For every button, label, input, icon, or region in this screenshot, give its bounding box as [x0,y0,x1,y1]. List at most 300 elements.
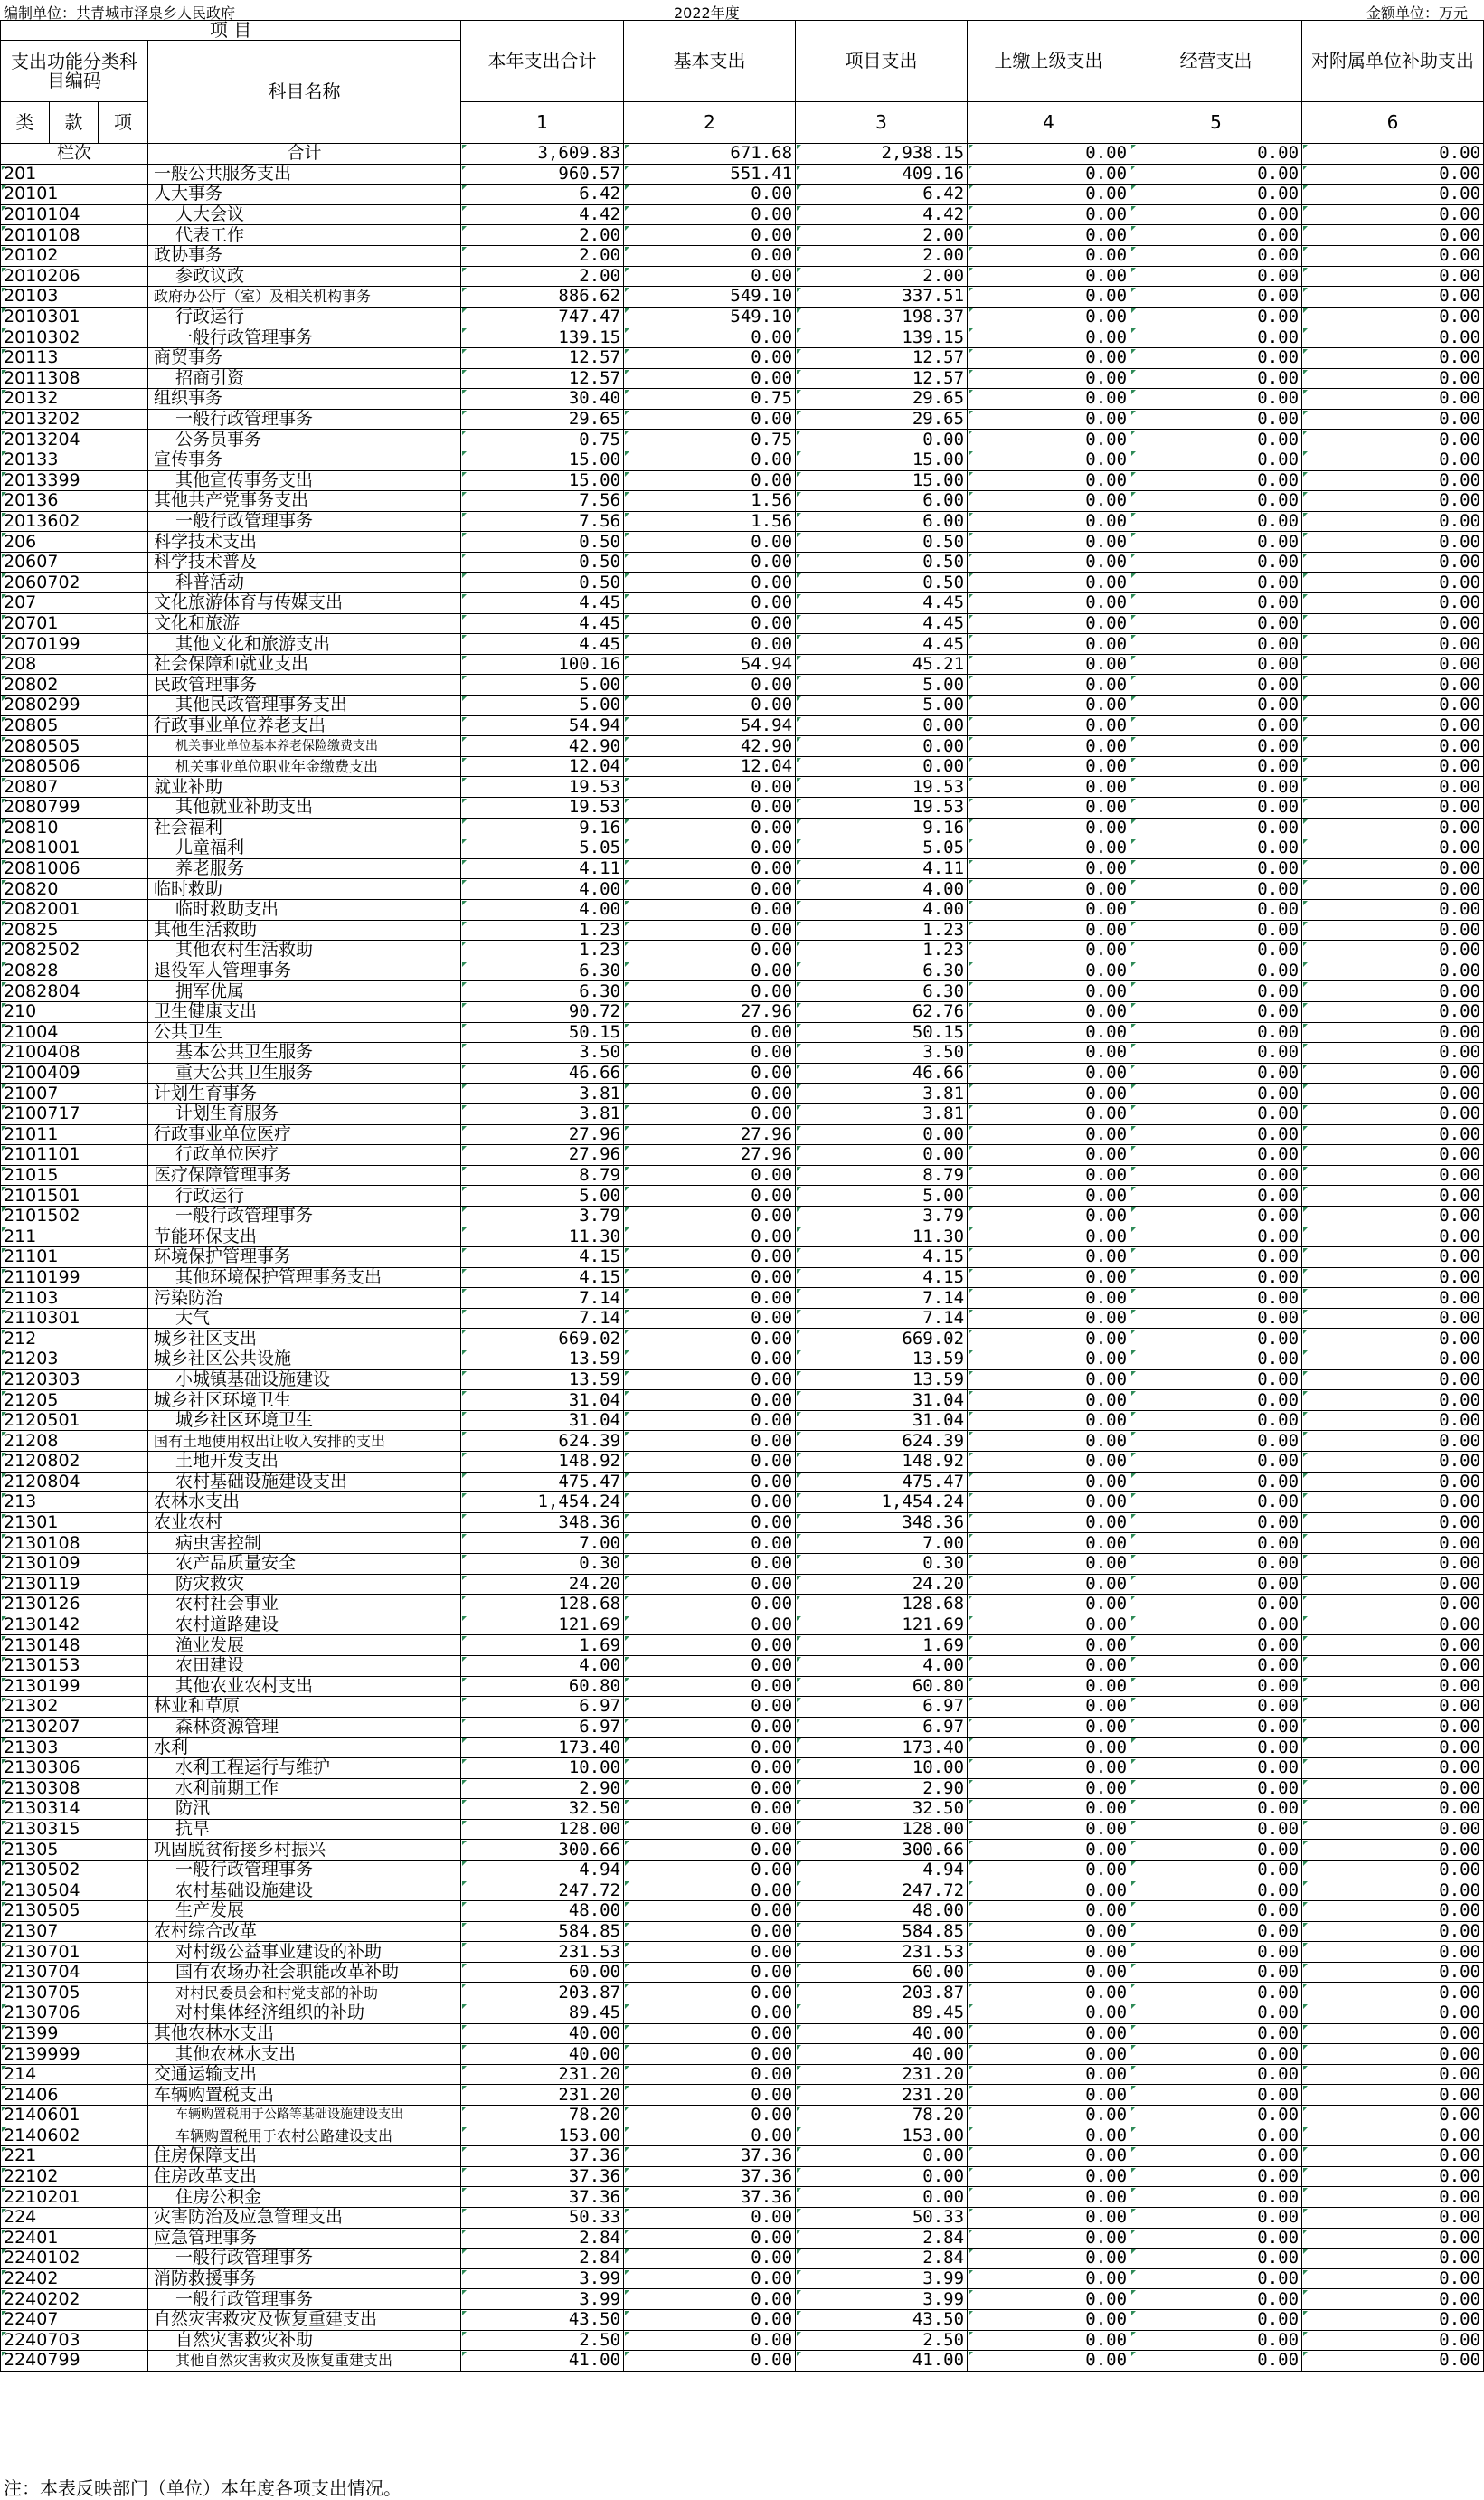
amount-cell: 0.00 [968,1655,1130,1676]
amount-cell: 0.00 [624,2064,796,2085]
amount-cell: 89.45 [796,2003,968,2024]
subject-code: 2140602 [1,2126,148,2146]
col-operating-header: 经营支出 [1130,21,1302,102]
amount-cell: 0.00 [1130,1942,1302,1963]
amount-cell: 78.20 [796,2106,968,2126]
amount-cell: 0.00 [624,2309,796,2330]
amount-cell: 0.00 [624,1206,796,1226]
amount-cell: 19.53 [461,777,624,798]
amount-cell: 0.00 [1302,858,1484,879]
amount-cell: 0.00 [1130,1103,1302,1124]
amount-cell: 31.04 [461,1410,624,1431]
amount-cell: 2.84 [461,2228,624,2249]
amount-cell: 48.00 [796,1901,968,1922]
amount-cell: 0.00 [624,204,796,225]
subject-code: 2130308 [1,1778,148,1799]
table-row [1,1717,1484,1738]
subject-name: 生产发展 [148,1901,461,1922]
subject-name: 行政事业单位养老支出 [148,715,461,736]
table-row [1,1983,1484,2003]
amount-cell: 0.00 [1302,1492,1484,1513]
subject-name: 灾害防治及应急管理支出 [148,2207,461,2228]
subject-name: 车辆购置税支出 [148,2085,461,2106]
amount-cell: 0.00 [1130,2044,1302,2065]
amount-cell: 0.00 [968,1574,1130,1595]
subject-code: 20103 [1,287,148,308]
amount-cell: 0.00 [1302,1063,1484,1084]
subject-name: 宣传事务 [148,450,461,470]
amount-cell: 3.99 [461,2268,624,2289]
amount-cell: 0.00 [1130,347,1302,368]
subject-code: 2120802 [1,1452,148,1473]
table-row [1,368,1484,389]
subject-code: 2082001 [1,899,148,920]
amount-cell: 0.00 [968,1757,1130,1778]
amount-cell: 6.30 [796,961,968,981]
amount-cell: 231.20 [796,2085,968,2106]
amount-cell: 0.00 [968,1799,1130,1820]
amount-cell: 0.00 [968,347,1130,368]
amount-cell: 32.50 [461,1799,624,1820]
amount-cell: 11.30 [461,1226,624,1247]
subject-code: 2100717 [1,1103,148,1124]
amount-cell: 1,454.24 [461,1492,624,1513]
amount-cell: 40.00 [796,2044,968,2065]
subject-name: 临时救助支出 [148,899,461,920]
amount-cell: 2.50 [461,2330,624,2351]
amount-cell: 0.00 [1302,1369,1484,1390]
amount-cell: 0.75 [624,389,796,410]
amount-cell: 7.56 [461,491,624,512]
amount-cell: 0.00 [968,1103,1130,1124]
subject-name: 科普活动 [148,573,461,593]
table-row [1,818,1484,838]
table-row [1,613,1484,634]
amount-cell: 0.00 [624,634,796,655]
subject-code: 2130109 [1,1553,148,1574]
subject-name: 农村基础设施建设支出 [148,1472,461,1492]
amount-cell: 0.30 [796,1553,968,1574]
amount-cell: 4.15 [461,1247,624,1268]
expenditure-table [0,20,1484,2372]
table-row [1,654,1484,675]
subject-name: 文化和旅游 [148,613,461,634]
amount-cell: 2.84 [461,2249,624,2269]
total-label: 合计 [148,144,461,165]
amount-cell: 7.00 [461,1533,624,1554]
amount-cell: 0.00 [968,1717,1130,1738]
amount-cell: 0.00 [624,185,796,205]
table-row [1,1165,1484,1186]
amount-cell: 0.00 [1302,164,1484,185]
amount-cell: 4.15 [796,1247,968,1268]
amount-cell: 0.50 [461,552,624,573]
amount-cell: 0.00 [1130,920,1302,941]
total-cell: 2,938.15 [796,144,968,165]
amount-cell: 0.00 [1130,899,1302,920]
amount-cell: 0.00 [624,347,796,368]
amount-cell: 0.00 [624,1533,796,1554]
amount-cell: 43.50 [461,2309,624,2330]
amount-cell: 9.16 [796,818,968,838]
subject-code: 20132 [1,389,148,410]
table-row [1,1921,1484,1942]
amount-cell: 0.00 [1130,1778,1302,1799]
amount-cell: 0.00 [1130,1329,1302,1349]
amount-cell: 0.00 [968,2126,1130,2146]
amount-cell: 0.00 [968,1186,1130,1207]
subject-name: 其他文化和旅游支出 [148,634,461,655]
table-row [1,1267,1484,1288]
amount-cell: 0.00 [968,879,1130,900]
subject-name: 巩固脱贫衔接乡村振兴 [148,1840,461,1861]
subject-name: 病虫害控制 [148,1533,461,1554]
subject-name: 城乡社区环境卫生 [148,1390,461,1411]
amount-cell: 0.00 [1130,164,1302,185]
subject-name: 农村综合改革 [148,1921,461,1942]
amount-cell: 0.00 [1302,430,1484,450]
table-row [1,1308,1484,1329]
amount-cell: 0.00 [1302,1206,1484,1226]
amount-cell: 0.00 [968,1983,1130,2003]
amount-cell: 0.00 [1302,307,1484,327]
amount-cell: 0.00 [968,1247,1130,1268]
subject-name: 防灾救灾 [148,1574,461,1595]
subject-code: 2130108 [1,1533,148,1554]
table-row [1,347,1484,368]
amount-cell: 0.00 [1130,266,1302,287]
amount-cell: 19.53 [796,777,968,798]
amount-cell: 0.00 [624,409,796,430]
amount-cell: 0.00 [1130,1001,1302,1022]
amount-cell: 0.00 [624,1390,796,1411]
amount-cell: 0.00 [1302,756,1484,777]
amount-cell: 0.00 [624,368,796,389]
amount-cell: 0.00 [968,389,1130,410]
subject-name: 森林资源管理 [148,1717,461,1738]
subject-name: 人大会议 [148,204,461,225]
amount-cell: 0.00 [624,1738,796,1758]
amount-cell: 0.00 [1130,511,1302,532]
subject-name: 住房保障支出 [148,2146,461,2167]
amount-cell: 0.75 [461,430,624,450]
amount-cell: 0.00 [968,1533,1130,1554]
amount-cell: 62.76 [796,1001,968,1022]
amount-cell: 0.00 [1130,1983,1302,2003]
amount-cell: 1.23 [461,920,624,941]
subject-name: 科学技术支出 [148,532,461,553]
amount-cell: 0.00 [968,2187,1130,2208]
subject-code: 2240703 [1,2330,148,2351]
table-row [1,2166,1484,2187]
subject-name: 其他环境保护管理事务支出 [148,1267,461,1288]
table-row [1,1288,1484,1309]
amount-cell: 0.00 [968,1452,1130,1473]
amount-cell: 6.00 [796,491,968,512]
amount-cell: 0.00 [1302,491,1484,512]
amount-cell: 0.00 [1302,1247,1484,1268]
subject-name: 计划生育事务 [148,1084,461,1104]
amount-cell: 0.00 [624,1962,796,1983]
amount-cell: 0.00 [1130,675,1302,696]
amount-cell: 247.72 [796,1880,968,1901]
amount-cell: 0.00 [1130,1472,1302,1492]
amount-cell: 0.00 [1302,552,1484,573]
amount-cell: 4.45 [461,634,624,655]
table-row [1,858,1484,879]
amount-cell: 0.00 [1302,1186,1484,1207]
amount-cell: 0.00 [968,1369,1130,1390]
subject-name: 节能环保支出 [148,1226,461,1247]
amount-cell: 139.15 [796,327,968,348]
amount-cell: 0.00 [624,2126,796,2146]
amount-cell: 12.57 [461,347,624,368]
amount-cell: 0.00 [968,2228,1130,2249]
amount-cell: 0.00 [1130,1921,1302,1942]
amount-cell: 0.00 [1130,961,1302,981]
amount-cell: 6.97 [461,1697,624,1718]
amount-cell: 0.00 [1130,1431,1302,1452]
amount-cell: 0.00 [968,1553,1130,1574]
amount-cell: 0.00 [968,1084,1130,1104]
amount-cell: 7.14 [796,1308,968,1329]
amount-cell: 0.00 [1130,2003,1302,2024]
amount-cell: 0.00 [1302,838,1484,859]
amount-cell: 0.00 [1302,204,1484,225]
subject-name: 商贸事务 [148,347,461,368]
amount-cell: 0.00 [624,552,796,573]
amount-cell: 50.33 [796,2207,968,2228]
amount-cell: 0.00 [624,1635,796,1656]
amount-cell: 5.05 [796,838,968,859]
amount-cell: 29.65 [461,409,624,430]
amount-cell: 1.56 [624,491,796,512]
subject-code: 20701 [1,613,148,634]
table-row [1,204,1484,225]
subject-code: 21406 [1,2085,148,2106]
table-row [1,2249,1484,2269]
amount-cell: 100.16 [461,654,624,675]
table-row [1,1697,1484,1718]
subject-name: 政府办公厅（室）及相关机构事务 [148,287,461,308]
amount-cell: 348.36 [796,1512,968,1533]
amount-cell: 7.56 [461,511,624,532]
amount-cell: 12.57 [796,347,968,368]
amount-cell: 0.00 [968,2289,1130,2310]
table-row [1,1369,1484,1390]
amount-cell: 19.53 [461,798,624,819]
amount-cell: 0.00 [1130,2309,1302,2330]
table-row [1,1349,1484,1370]
table-row [1,164,1484,185]
amount-cell: 0.00 [1302,1880,1484,1901]
amount-cell: 0.00 [1302,961,1484,981]
amount-cell: 747.47 [461,307,624,327]
amount-cell: 0.00 [1130,1165,1302,1186]
amount-cell: 0.00 [1302,981,1484,1002]
subject-code: 21303 [1,1738,148,1758]
subject-code: 2140601 [1,2106,148,2126]
amount-cell: 0.00 [624,879,796,900]
amount-cell: 0.00 [1302,2023,1484,2044]
table-row [1,389,1484,410]
subject-code: 2130207 [1,1717,148,1738]
amount-cell: 0.00 [624,1452,796,1473]
subject-code: 2013202 [1,409,148,430]
amount-cell: 0.00 [624,2044,796,2065]
amount-cell: 5.05 [461,838,624,859]
amount-cell: 2.00 [796,225,968,246]
total-cell: 0.00 [1130,144,1302,165]
amount-cell: 0.00 [1302,2351,1484,2372]
amount-cell: 1.69 [796,1635,968,1656]
subject-code: 20810 [1,818,148,838]
amount-cell: 0.00 [624,450,796,470]
subject-code: 2080506 [1,756,148,777]
amount-cell: 0.00 [1130,2187,1302,2208]
amount-cell: 0.00 [624,1840,796,1861]
table-row [1,2023,1484,2044]
amount-cell: 0.00 [968,961,1130,981]
amount-cell: 0.00 [1130,245,1302,266]
amount-cell: 0.00 [1130,1533,1302,1554]
amount-cell: 0.00 [1302,1819,1484,1840]
amount-cell: 24.20 [796,1574,968,1595]
amount-cell: 0.00 [968,675,1130,696]
amount-cell: 6.97 [796,1717,968,1738]
amount-cell: 0.00 [1130,287,1302,308]
amount-cell: 0.00 [624,798,796,819]
table-row [1,1472,1484,1492]
amount-cell: 0.00 [624,1165,796,1186]
subject-name: 农村道路建设 [148,1615,461,1635]
amount-cell: 1.56 [624,511,796,532]
amount-cell: 0.00 [1130,552,1302,573]
amount-cell: 0.00 [624,613,796,634]
subject-code: 20802 [1,675,148,696]
amount-cell: 0.00 [1130,1084,1302,1104]
amount-cell: 0.00 [1302,347,1484,368]
money-unit: 金额单位：万元 [1366,5,1468,22]
subject-name: 对村民委员会和村党支部的补助 [148,1983,461,2003]
amount-cell: 128.00 [461,1819,624,1840]
amount-cell: 0.00 [1302,2146,1484,2167]
amount-cell: 0.00 [968,838,1130,859]
amount-cell: 0.00 [624,1022,796,1043]
amount-cell: 203.87 [796,1983,968,2003]
subject-code: 2011308 [1,368,148,389]
amount-cell: 0.00 [968,736,1130,757]
amount-cell: 46.66 [461,1063,624,1084]
amount-cell: 0.00 [1130,1697,1302,1718]
amount-cell: 0.00 [624,1063,796,1084]
subject-code: 21208 [1,1431,148,1452]
table-row [1,1860,1484,1880]
subject-name: 公共卫生 [148,1022,461,1043]
amount-cell: 0.00 [624,2249,796,2269]
amount-cell: 0.00 [1302,2228,1484,2249]
subject-name: 住房改革支出 [148,2166,461,2187]
subject-name: 行政单位医疗 [148,1145,461,1166]
amount-cell: 0.00 [624,1553,796,1574]
amount-cell: 0.00 [1302,1084,1484,1104]
amount-cell: 148.92 [796,1452,968,1473]
amount-cell: 0.00 [624,593,796,614]
amount-cell: 0.00 [1302,1329,1484,1349]
table-row [1,1574,1484,1595]
amount-cell: 60.80 [796,1676,968,1697]
amount-cell: 13.59 [461,1349,624,1370]
amount-cell: 0.00 [968,1431,1130,1452]
amount-cell: 0.00 [796,2166,968,2187]
subject-code: 20807 [1,777,148,798]
col-basic-header: 基本支出 [624,21,796,102]
table-row [1,1063,1484,1084]
subject-code: 2081001 [1,838,148,859]
amount-cell: 0.00 [624,1267,796,1288]
subject-name: 国有土地使用权出让收入安排的支出 [148,1431,461,1452]
amount-cell: 0.00 [1130,2207,1302,2228]
table-row [1,532,1484,553]
subject-code: 2080505 [1,736,148,757]
subject-code: 206 [1,532,148,553]
amount-cell: 29.65 [796,389,968,410]
subject-name: 住房公积金 [148,2187,461,2208]
amount-cell: 0.00 [968,1697,1130,1718]
amount-cell: 1,454.24 [796,1492,968,1513]
subject-name: 就业补助 [148,777,461,798]
footnote: 注：本表反映部门（单位）本年度各项支出情况。 [4,2477,402,2499]
amount-cell: 0.50 [796,552,968,573]
amount-cell: 0.00 [624,1247,796,1268]
amount-cell: 0.00 [624,245,796,266]
colno-1: 1 [461,102,624,144]
amount-cell: 0.00 [968,634,1130,655]
amount-cell: 90.72 [461,1001,624,1022]
amount-cell: 0.00 [1130,2268,1302,2289]
table-row [1,2126,1484,2146]
amount-cell: 0.00 [968,307,1130,327]
amount-cell: 0.00 [1130,2064,1302,2085]
amount-cell: 24.20 [461,1574,624,1595]
subject-code: 2010108 [1,225,148,246]
amount-cell: 0.00 [1130,858,1302,879]
amount-cell: 0.00 [968,1901,1130,1922]
amount-cell: 0.00 [624,1717,796,1738]
report-year: 2022年度 [674,5,740,22]
amount-cell: 0.00 [968,1512,1130,1533]
amount-cell: 0.00 [624,961,796,981]
subject-code: 2130504 [1,1880,148,1901]
subject-code: 2013399 [1,470,148,491]
amount-cell: 12.04 [461,756,624,777]
amount-cell: 15.00 [461,450,624,470]
table-row [1,2351,1484,2372]
amount-cell: 89.45 [461,2003,624,2024]
amount-cell: 0.00 [1130,1452,1302,1473]
amount-cell: 31.04 [461,1390,624,1411]
amount-cell: 0.00 [1302,715,1484,736]
amount-cell: 32.50 [796,1799,968,1820]
amount-cell: 0.00 [1302,696,1484,716]
table-row [1,1103,1484,1124]
amount-cell: 0.00 [624,532,796,553]
amount-cell: 0.00 [968,981,1130,1002]
amount-cell: 0.00 [968,593,1130,614]
amount-cell: 0.00 [1302,1145,1484,1166]
subject-name: 基本公共卫生服务 [148,1043,461,1064]
amount-cell: 0.00 [624,1288,796,1309]
